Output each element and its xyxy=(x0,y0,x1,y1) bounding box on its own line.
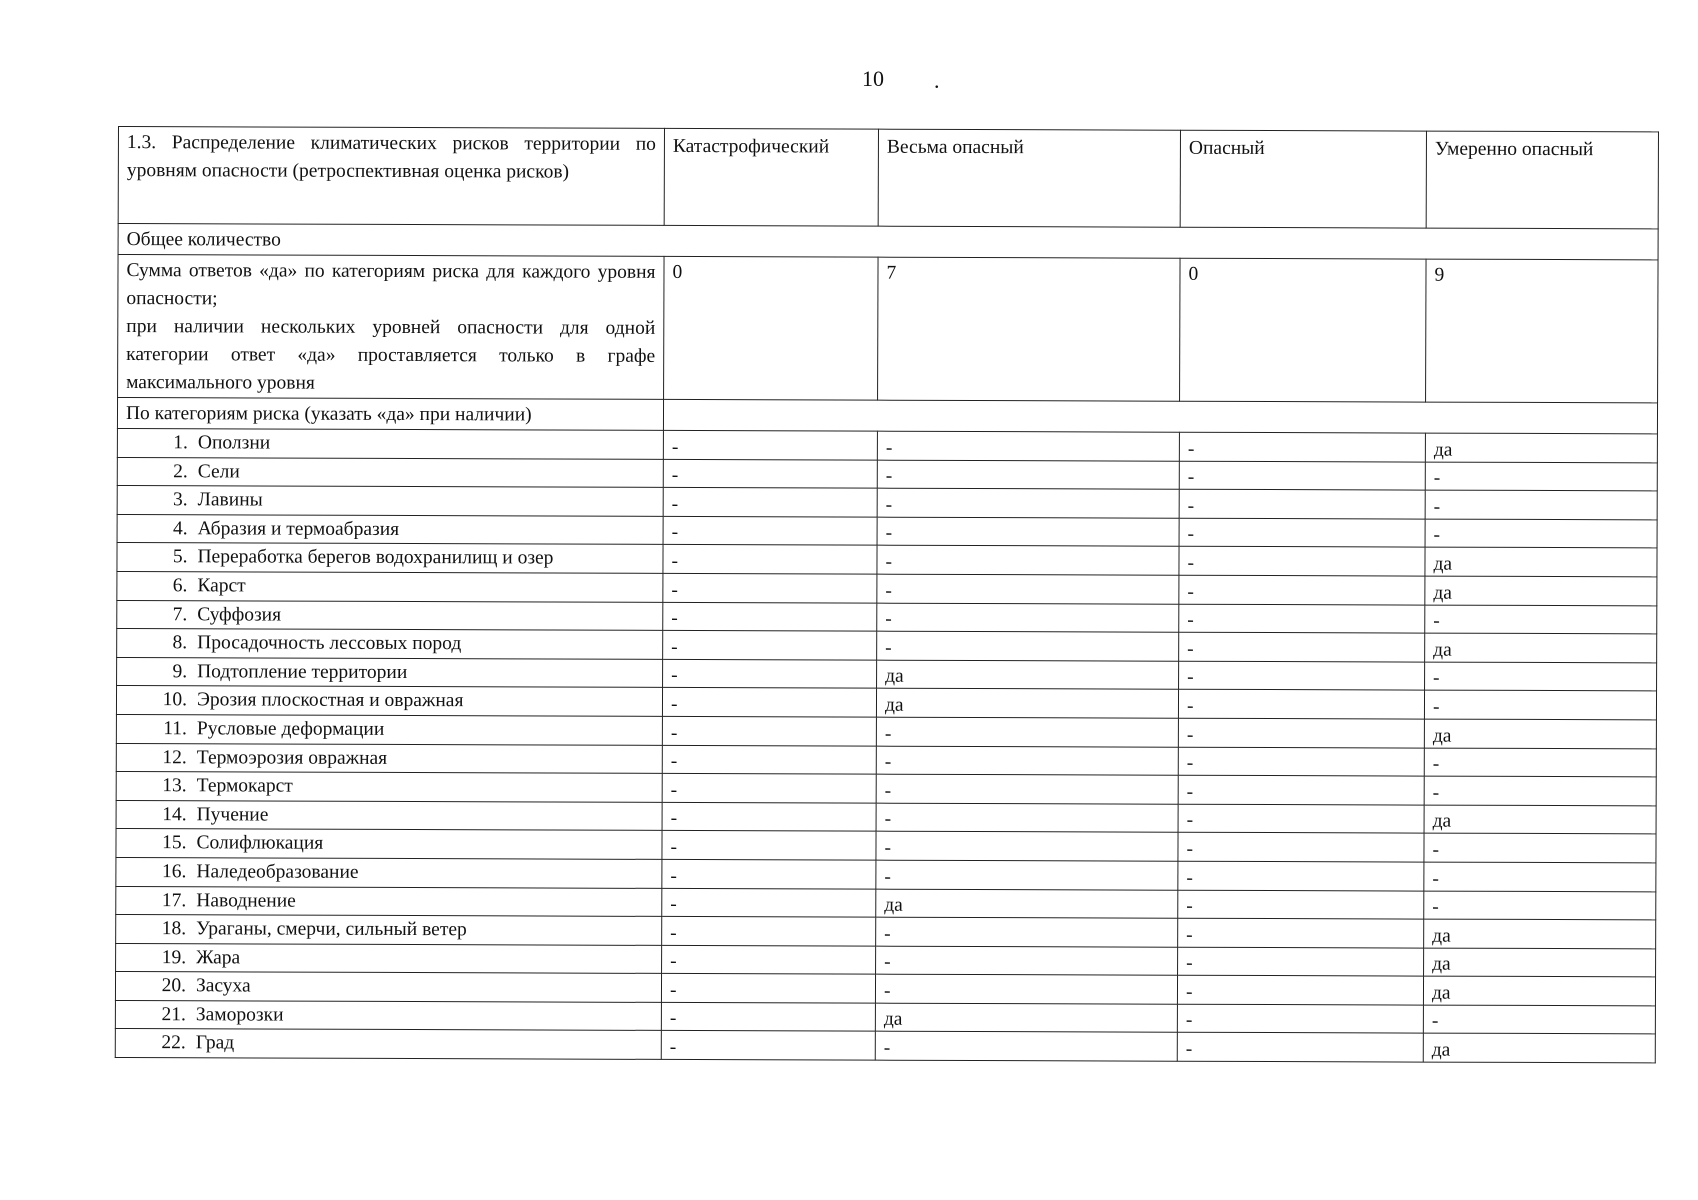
value-dangerous: - xyxy=(1178,861,1424,890)
value-catastrophic: - xyxy=(662,745,876,774)
risk-category-cell xyxy=(116,886,662,916)
risk-category-name: Термокарст xyxy=(196,775,293,797)
value-very-dangerous: - xyxy=(876,717,1178,747)
value-very-dangerous: - xyxy=(876,831,1178,861)
risk-category-cell xyxy=(116,915,662,945)
value-moderately-dangerous: - xyxy=(1424,776,1656,805)
risk-category-name: Солифлюкация xyxy=(196,832,324,855)
risk-category-number: 16. xyxy=(161,861,187,883)
risk-category-cell xyxy=(116,829,662,859)
value-moderately-dangerous: - xyxy=(1425,519,1657,548)
value-catastrophic: - xyxy=(662,888,876,917)
risk-category-name: Лавины xyxy=(197,489,263,511)
risk-category-name: Пучение xyxy=(196,803,269,826)
value-very-dangerous: - xyxy=(877,574,1179,604)
risk-category-cell xyxy=(116,800,662,830)
value-catastrophic: - xyxy=(662,945,876,974)
value-moderately-dangerous: да xyxy=(1423,976,1655,1005)
risk-category-number: 2. xyxy=(173,460,188,482)
value-catastrophic: - xyxy=(663,602,877,631)
value-very-dangerous: - xyxy=(877,603,1179,633)
risk-category-name: Абразия и термоабразия xyxy=(197,518,400,540)
value-moderately-dangerous: да xyxy=(1425,547,1657,576)
header-row xyxy=(118,127,1658,229)
value-catastrophic: - xyxy=(662,859,876,888)
value-dangerous: - xyxy=(1178,747,1424,776)
risk-category-cell xyxy=(115,1029,661,1059)
risk-category-name: Русловые деформации xyxy=(196,718,385,740)
value-dangerous: - xyxy=(1178,775,1424,804)
value-moderately-dangerous: - xyxy=(1425,662,1657,691)
value-dangerous: - xyxy=(1179,518,1425,547)
value-dangerous: - xyxy=(1177,1004,1423,1033)
value-very-dangerous: да xyxy=(876,889,1178,919)
column-header-dangerous: Опасный xyxy=(1180,130,1426,228)
risk-category-number: 17. xyxy=(161,889,187,911)
risk-category-number: 20. xyxy=(161,975,187,997)
category-label: По категориям риска (указать «да» при наличии) xyxy=(117,398,663,431)
risk-category-name: Жара xyxy=(196,946,241,969)
risk-category-name: Переработка берегов водохранилищ и озер xyxy=(197,546,554,569)
risk-category-number: 3. xyxy=(173,489,188,511)
value-dangerous: - xyxy=(1179,461,1425,490)
value-very-dangerous: - xyxy=(877,431,1179,461)
sum-value-catastrophic: 0 xyxy=(664,256,878,400)
value-dangerous: - xyxy=(1178,833,1424,862)
risk-category-cell xyxy=(117,543,663,573)
value-catastrophic: - xyxy=(661,1031,875,1060)
risk-category-number: 11. xyxy=(163,718,187,740)
value-very-dangerous: - xyxy=(876,803,1178,833)
value-moderately-dangerous: да xyxy=(1425,576,1657,605)
value-very-dangerous: - xyxy=(877,488,1179,518)
category-empty-cell xyxy=(663,399,1657,433)
value-catastrophic: - xyxy=(662,831,876,860)
risk-category-cell xyxy=(116,943,662,973)
risk-category-cell xyxy=(117,629,663,659)
value-dangerous: - xyxy=(1179,547,1425,576)
total-label: Общее количество xyxy=(118,224,1658,260)
value-catastrophic: - xyxy=(663,516,877,545)
value-dangerous: - xyxy=(1178,918,1424,947)
sum-row xyxy=(118,255,1658,403)
value-catastrophic: - xyxy=(662,916,876,945)
risk-category-cell xyxy=(117,486,663,516)
category-row xyxy=(117,398,1657,434)
value-catastrophic: - xyxy=(661,974,875,1003)
value-moderately-dangerous: - xyxy=(1425,490,1657,519)
value-dangerous: - xyxy=(1179,575,1425,604)
value-dangerous: - xyxy=(1177,975,1423,1004)
risk-category-name: Карст xyxy=(197,575,246,597)
value-very-dangerous: - xyxy=(876,746,1178,776)
value-moderately-dangerous: да xyxy=(1424,805,1656,834)
risk-category-cell xyxy=(117,571,663,601)
sum-label-cell xyxy=(118,255,664,400)
value-very-dangerous: - xyxy=(877,546,1179,576)
value-very-dangerous: да xyxy=(876,688,1178,718)
value-very-dangerous: да xyxy=(875,1003,1177,1033)
value-moderately-dangerous: - xyxy=(1424,833,1656,862)
table-row xyxy=(115,1029,1655,1063)
value-very-dangerous: - xyxy=(875,1032,1177,1062)
value-moderately-dangerous: да xyxy=(1425,433,1657,462)
column-header-moderately-dangerous: Умеренно опасный xyxy=(1426,131,1658,229)
value-catastrophic: - xyxy=(663,573,877,602)
risk-category-cell xyxy=(117,428,663,458)
value-very-dangerous: - xyxy=(876,860,1178,890)
risk-category-cell xyxy=(116,772,662,802)
risk-category-name: Заморозки xyxy=(195,1004,284,1026)
value-catastrophic: - xyxy=(663,430,877,459)
sum-value-dangerous: 0 xyxy=(1180,258,1426,402)
risk-category-number: 18. xyxy=(161,918,187,940)
risk-category-number: 8. xyxy=(172,632,188,654)
value-catastrophic: - xyxy=(662,774,876,803)
risk-category-number: 13. xyxy=(162,775,187,797)
risk-category-number: 4. xyxy=(172,517,188,540)
value-very-dangerous: - xyxy=(877,631,1179,661)
risk-category-name: Подтопление территории xyxy=(197,661,408,683)
value-dangerous: - xyxy=(1179,632,1425,661)
sum-label-line1: Сумма ответов «да» по категориям риска для каждого уровня опасности; xyxy=(126,260,656,310)
value-dangerous: - xyxy=(1177,1033,1423,1062)
value-catastrophic: - xyxy=(662,688,876,717)
value-moderately-dangerous: да xyxy=(1424,719,1656,748)
risk-category-number: 7. xyxy=(172,603,188,625)
sum-value-moderately-dangerous: 9 xyxy=(1426,259,1658,403)
sum-value-very-dangerous: 7 xyxy=(878,257,1180,401)
value-dangerous: - xyxy=(1179,489,1425,518)
value-catastrophic: - xyxy=(663,545,877,574)
risk-category-name: Эрозия плоскостная и овражная xyxy=(196,689,464,712)
value-dangerous: - xyxy=(1178,804,1424,833)
value-moderately-dangerous: - xyxy=(1423,1005,1655,1034)
page-number: 10 xyxy=(862,66,884,91)
value-moderately-dangerous: да xyxy=(1424,919,1656,948)
value-moderately-dangerous: - xyxy=(1425,605,1657,634)
risk-category-cell xyxy=(116,686,662,716)
value-dangerous: - xyxy=(1178,718,1424,747)
value-moderately-dangerous: - xyxy=(1424,891,1656,920)
risk-category-number: 6. xyxy=(172,575,188,597)
risk-category-name: Просадочность лессовых пород xyxy=(197,632,462,655)
risk-category-name: Засуха xyxy=(195,975,251,997)
table-body xyxy=(115,127,1658,1063)
risk-category-cell xyxy=(117,600,663,630)
value-moderately-dangerous: - xyxy=(1424,748,1656,777)
value-catastrophic: - xyxy=(662,802,876,831)
value-very-dangerous: да xyxy=(877,660,1179,690)
sum-label-line2: при наличии нескольких уровней опасности для одной категории ответ «да» проставляется только в графе максимального уровня xyxy=(126,316,656,394)
risk-category-name: Суффозия xyxy=(197,603,282,626)
value-moderately-dangerous: да xyxy=(1423,1034,1655,1063)
risk-distribution-table xyxy=(115,126,1659,1063)
table-title-cell: 1.3. Распределение климатических рисков территории по уровням опасности (ретроспективная оценка рисков) xyxy=(118,127,664,226)
risk-category-name: Термоэрозия овражная xyxy=(196,746,388,769)
value-very-dangerous: - xyxy=(877,517,1179,547)
risk-category-name: Сели xyxy=(197,460,240,483)
value-catastrophic: - xyxy=(663,631,877,660)
value-very-dangerous: - xyxy=(877,460,1179,490)
value-very-dangerous: - xyxy=(876,946,1178,976)
risk-category-name: Оползни xyxy=(197,432,271,454)
risk-category-name: Ураганы, смерчи, сильный ветер xyxy=(196,918,467,941)
risk-category-name: Наводнение xyxy=(196,889,296,912)
risk-category-number: 21. xyxy=(161,1004,186,1026)
risk-category-number: 22. xyxy=(161,1032,186,1054)
risk-category-number: 12. xyxy=(162,746,187,768)
risk-category-cell xyxy=(117,514,663,544)
value-moderately-dangerous: да xyxy=(1425,633,1657,662)
risk-category-cell xyxy=(115,1000,661,1030)
value-dangerous: - xyxy=(1179,432,1425,461)
value-catastrophic: - xyxy=(661,1002,875,1031)
risk-category-number: 9. xyxy=(172,660,188,682)
column-header-catastrophic: Катастрофический xyxy=(664,128,878,226)
page-mark: . xyxy=(934,68,940,93)
value-catastrophic: - xyxy=(662,716,876,745)
risk-category-number: 14. xyxy=(162,803,187,825)
risk-category-cell xyxy=(116,714,662,744)
risk-category-cell xyxy=(116,857,662,887)
risk-category-cell xyxy=(117,657,663,687)
value-dangerous: - xyxy=(1179,604,1425,633)
value-moderately-dangerous: да xyxy=(1424,948,1656,977)
risk-category-name: Наледеобразование xyxy=(196,861,359,883)
risk-category-name: Град xyxy=(195,1032,235,1054)
risk-category-cell xyxy=(115,972,661,1002)
risk-category-number: 5. xyxy=(172,546,188,568)
column-header-very-dangerous: Весьма опасный xyxy=(878,129,1180,227)
risk-category-number: 1. xyxy=(173,432,188,454)
value-very-dangerous: - xyxy=(875,974,1177,1004)
value-very-dangerous: - xyxy=(876,917,1178,947)
value-moderately-dangerous: - xyxy=(1425,462,1657,491)
value-very-dangerous: - xyxy=(876,774,1178,804)
risk-category-number: 15. xyxy=(162,832,187,854)
value-dangerous: - xyxy=(1178,947,1424,976)
value-moderately-dangerous: - xyxy=(1424,690,1656,719)
value-catastrophic: - xyxy=(663,459,877,488)
value-moderately-dangerous: - xyxy=(1424,862,1656,891)
value-dangerous: - xyxy=(1178,890,1424,919)
risk-category-number: 10. xyxy=(162,689,188,711)
value-dangerous: - xyxy=(1178,690,1424,719)
value-dangerous: - xyxy=(1179,661,1425,690)
risk-category-cell xyxy=(117,457,663,487)
risk-category-number: 19. xyxy=(161,946,187,968)
risk-category-cell xyxy=(116,743,662,773)
value-catastrophic: - xyxy=(663,488,877,517)
value-catastrophic: - xyxy=(663,659,877,688)
